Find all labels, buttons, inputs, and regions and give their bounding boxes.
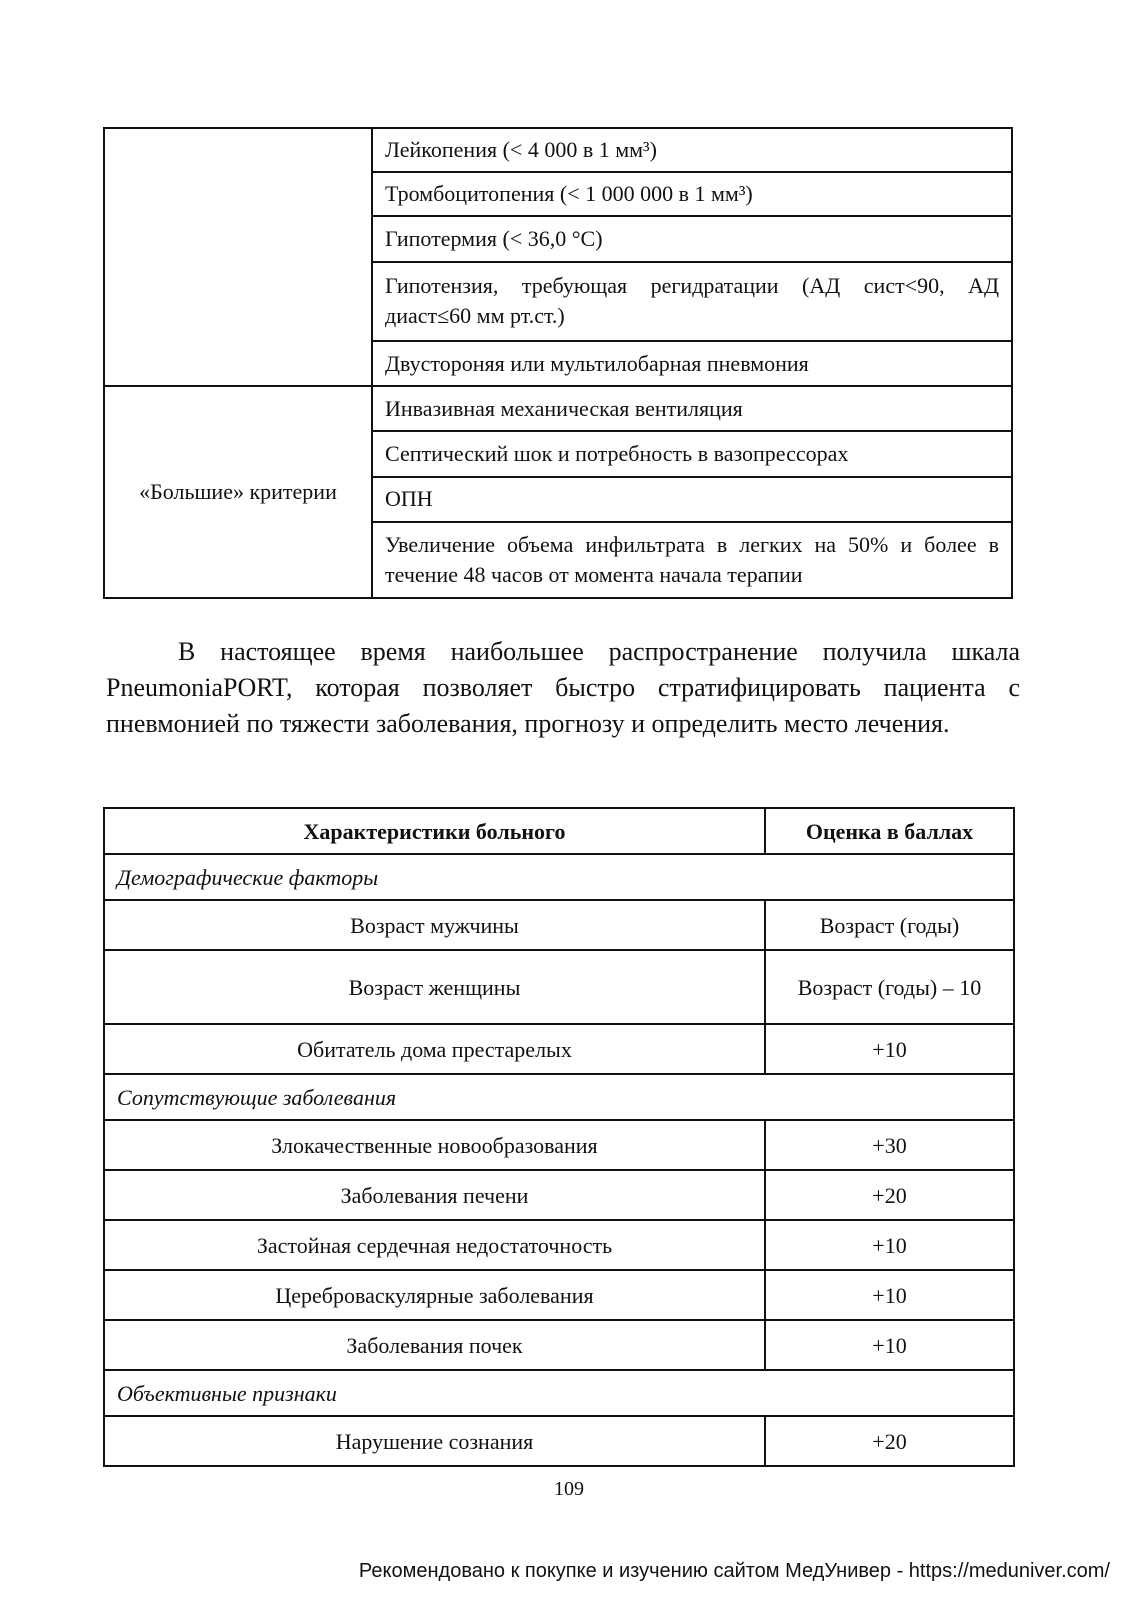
port-score-table: [103, 807, 1015, 1467]
criterion-cell: Двустороняя или мультилобарная пневмония: [372, 341, 1012, 386]
score-cell: +30: [765, 1120, 1014, 1170]
table-row: [104, 128, 1012, 172]
column-header-score: Оценка в баллах: [765, 808, 1014, 854]
feature-cell: Нарушение сознания: [104, 1416, 765, 1466]
major-criteria-label: «Большие» критерии: [104, 386, 372, 598]
feature-cell: Возраст мужчины: [104, 900, 765, 950]
score-cell: +10: [765, 1220, 1014, 1270]
feature-cell: Цереброваскулярные заболевания: [104, 1270, 765, 1320]
criterion-cell: Лейкопения (< 4 000 в 1 мм³): [372, 128, 1012, 172]
section-title: Демографические факторы: [104, 854, 1014, 900]
criterion-cell: Септический шок и потребность в вазопрессорах: [372, 431, 1012, 476]
feature-cell: Обитатель дома престарелых: [104, 1024, 765, 1074]
feature-cell: Злокачественные новообразования: [104, 1120, 765, 1170]
table-row: [104, 1416, 1014, 1466]
section-row: [104, 854, 1014, 900]
section-title: Сопутствующие заболевания: [104, 1074, 1014, 1120]
criterion-cell: ОПН: [372, 477, 1012, 522]
score-cell: +10: [765, 1270, 1014, 1320]
footer-note: Рекомендовано к покупке и изучению сайтом МедУнивер - https://meduniver.com/: [358, 1560, 1110, 1582]
criterion-cell: Гипотензия, требующая регидратации (АД сист<90, АД диаст≤60 мм рт.ст.): [372, 262, 1012, 341]
column-header-characteristic: Характеристики больного: [104, 808, 765, 854]
table-header-row: [104, 808, 1014, 854]
table-row: [104, 900, 1014, 950]
table-row: [104, 386, 1012, 431]
table-row: [104, 1320, 1014, 1370]
criteria-table: [103, 127, 1013, 599]
criterion-cell: Инвазивная механическая вентиляция: [372, 386, 1012, 431]
score-cell: +20: [765, 1416, 1014, 1466]
table-row: [104, 950, 1014, 1024]
table-row: [104, 1220, 1014, 1270]
score-cell: +10: [765, 1320, 1014, 1370]
minor-criteria-group-cell: [104, 128, 372, 386]
score-cell: [765, 950, 1014, 1024]
body-paragraph: В настоящее время наибольшее распространение получила шкала PneumoniaPORT, которая позволяет быстро стратифицировать пациента с пневмонией по тяжести заболевания, прогнозу и определить место лечения.: [106, 637, 1020, 738]
section-title: Объективные признаки: [104, 1370, 1014, 1416]
table-row: [104, 1270, 1014, 1320]
table-row: [104, 1170, 1014, 1220]
table-row: [104, 1024, 1014, 1074]
criterion-cell: Увеличение объема инфильтрата в легких на 50% и более в течение 48 часов от момента начала терапии: [372, 522, 1012, 598]
score-text: Возраст (годы) – 10: [797, 974, 982, 1000]
criterion-cell: Тромбоцитопения (< 1 000 000 в 1 мм³): [372, 172, 1012, 216]
score-cell: +20: [765, 1170, 1014, 1220]
page-number: 109: [554, 1478, 584, 1500]
table-row: [104, 1120, 1014, 1170]
score-cell: +10: [765, 1024, 1014, 1074]
score-cell: Возраст (годы): [765, 900, 1014, 950]
criterion-cell: Гипотермия (< 36,0 °C): [372, 216, 1012, 261]
section-row: [104, 1370, 1014, 1416]
feature-cell: Заболевания печени: [104, 1170, 765, 1220]
feature-cell: Возраст женщины: [104, 950, 765, 1024]
section-row: [104, 1074, 1014, 1120]
feature-cell: Заболевания почек: [104, 1320, 765, 1370]
feature-cell: Застойная сердечная недостаточность: [104, 1220, 765, 1270]
